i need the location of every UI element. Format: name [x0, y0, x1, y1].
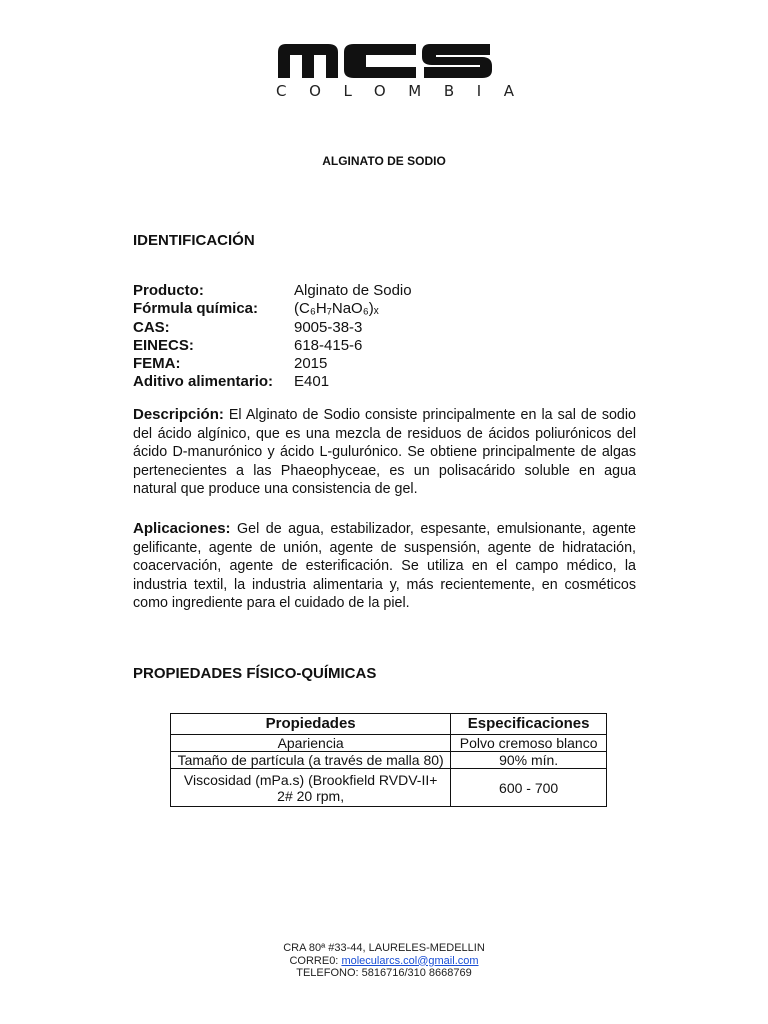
applications-label: Aplicaciones:	[133, 520, 231, 537]
spec-cell: 600 - 700	[451, 769, 607, 807]
id-row-einecs	[133, 337, 412, 355]
footer-address: CRA 80ª #33-44, LAURELES-MEDELLIN	[283, 942, 485, 954]
table-header-row	[171, 714, 607, 735]
id-value: 618-415-6	[294, 336, 363, 354]
column-header-properties: Propiedades	[171, 714, 451, 735]
footer-email-label: CORRE0:	[289, 954, 339, 967]
column-header-specifications: Especificaciones	[451, 714, 607, 735]
spec-cell: Polvo cremoso blanco	[451, 735, 607, 752]
document-title: ALGINATO DE SODIO	[322, 154, 446, 168]
id-row-additive	[133, 373, 412, 391]
description-label: Descripción:	[133, 406, 224, 423]
logo-subtitle: COLOMBIA	[276, 82, 537, 100]
description-text: El Alginato de Sodio consiste principalmente en la sal de sodio del ácido algínico, que es una mezcla de residuos de ácidos poliurónicos del ácido D-manurónico y ácido L-gulurónico. Se obtiene principalmente de algas pertenecientes a las Phaeophyceae, es un polisacárido soluble en agua natural que produce una consistencia de gel.	[133, 407, 636, 497]
id-row-product	[133, 282, 412, 300]
id-label: CAS:	[133, 318, 170, 336]
footer-phone: TELEFONO: 5816716/310 8668769	[296, 967, 472, 979]
id-value: (C₆H₇NaO₆)ₓ	[294, 300, 379, 318]
id-value: Alginato de Sodio	[294, 282, 412, 299]
applications-paragraph	[133, 520, 636, 613]
id-row-cas	[133, 319, 412, 337]
id-row-formula	[133, 300, 412, 318]
properties-heading: PROPIEDADES FÍSICO-QUÍMICAS	[133, 665, 377, 682]
id-label: Producto:	[133, 282, 204, 299]
id-label: FEMA:	[133, 355, 181, 373]
id-label: Fórmula química:	[133, 300, 259, 318]
properties-table	[170, 713, 607, 807]
id-value: 9005-38-3	[294, 318, 363, 336]
table-row	[171, 752, 607, 769]
footer-email-line	[0, 955, 768, 968]
footer-email-link[interactable]: molecularcs.col@gmail.com	[341, 954, 479, 967]
table-row	[171, 735, 607, 752]
property-cell: Viscosidad (mPa.s) (Brookfield RVDV-II+ 2# 20 rpm,	[171, 769, 451, 807]
identification-heading: IDENTIFICACIÓN	[133, 232, 255, 249]
id-label: Aditivo alimentario:	[133, 373, 274, 391]
footer	[0, 942, 768, 980]
id-row-fema	[133, 355, 412, 373]
logo-mark-icon	[276, 40, 494, 80]
identification-list	[133, 282, 412, 392]
spec-cell: 90% mín.	[451, 752, 607, 769]
id-value: E401	[294, 373, 330, 391]
description-paragraph	[133, 406, 636, 499]
property-cell: Tamaño de partícula (a través de malla 80)	[171, 752, 451, 769]
table-row	[171, 769, 607, 807]
applications-text: Gel de agua, estabilizador, espesante, emulsionante, agente gelificante, agente de unión, agente de suspensión, agente de hidratación, coacervación, agente de esterificación. Se utiliza en el campo médico, la industria textil, la industria alimentaria y, más recientemente, en cosméticos como ingrediente para el cuidado de la piel.	[133, 521, 636, 611]
id-label: EINECS:	[133, 336, 194, 354]
id-value: 2015	[294, 355, 328, 373]
property-cell: Apariencia	[171, 735, 451, 752]
